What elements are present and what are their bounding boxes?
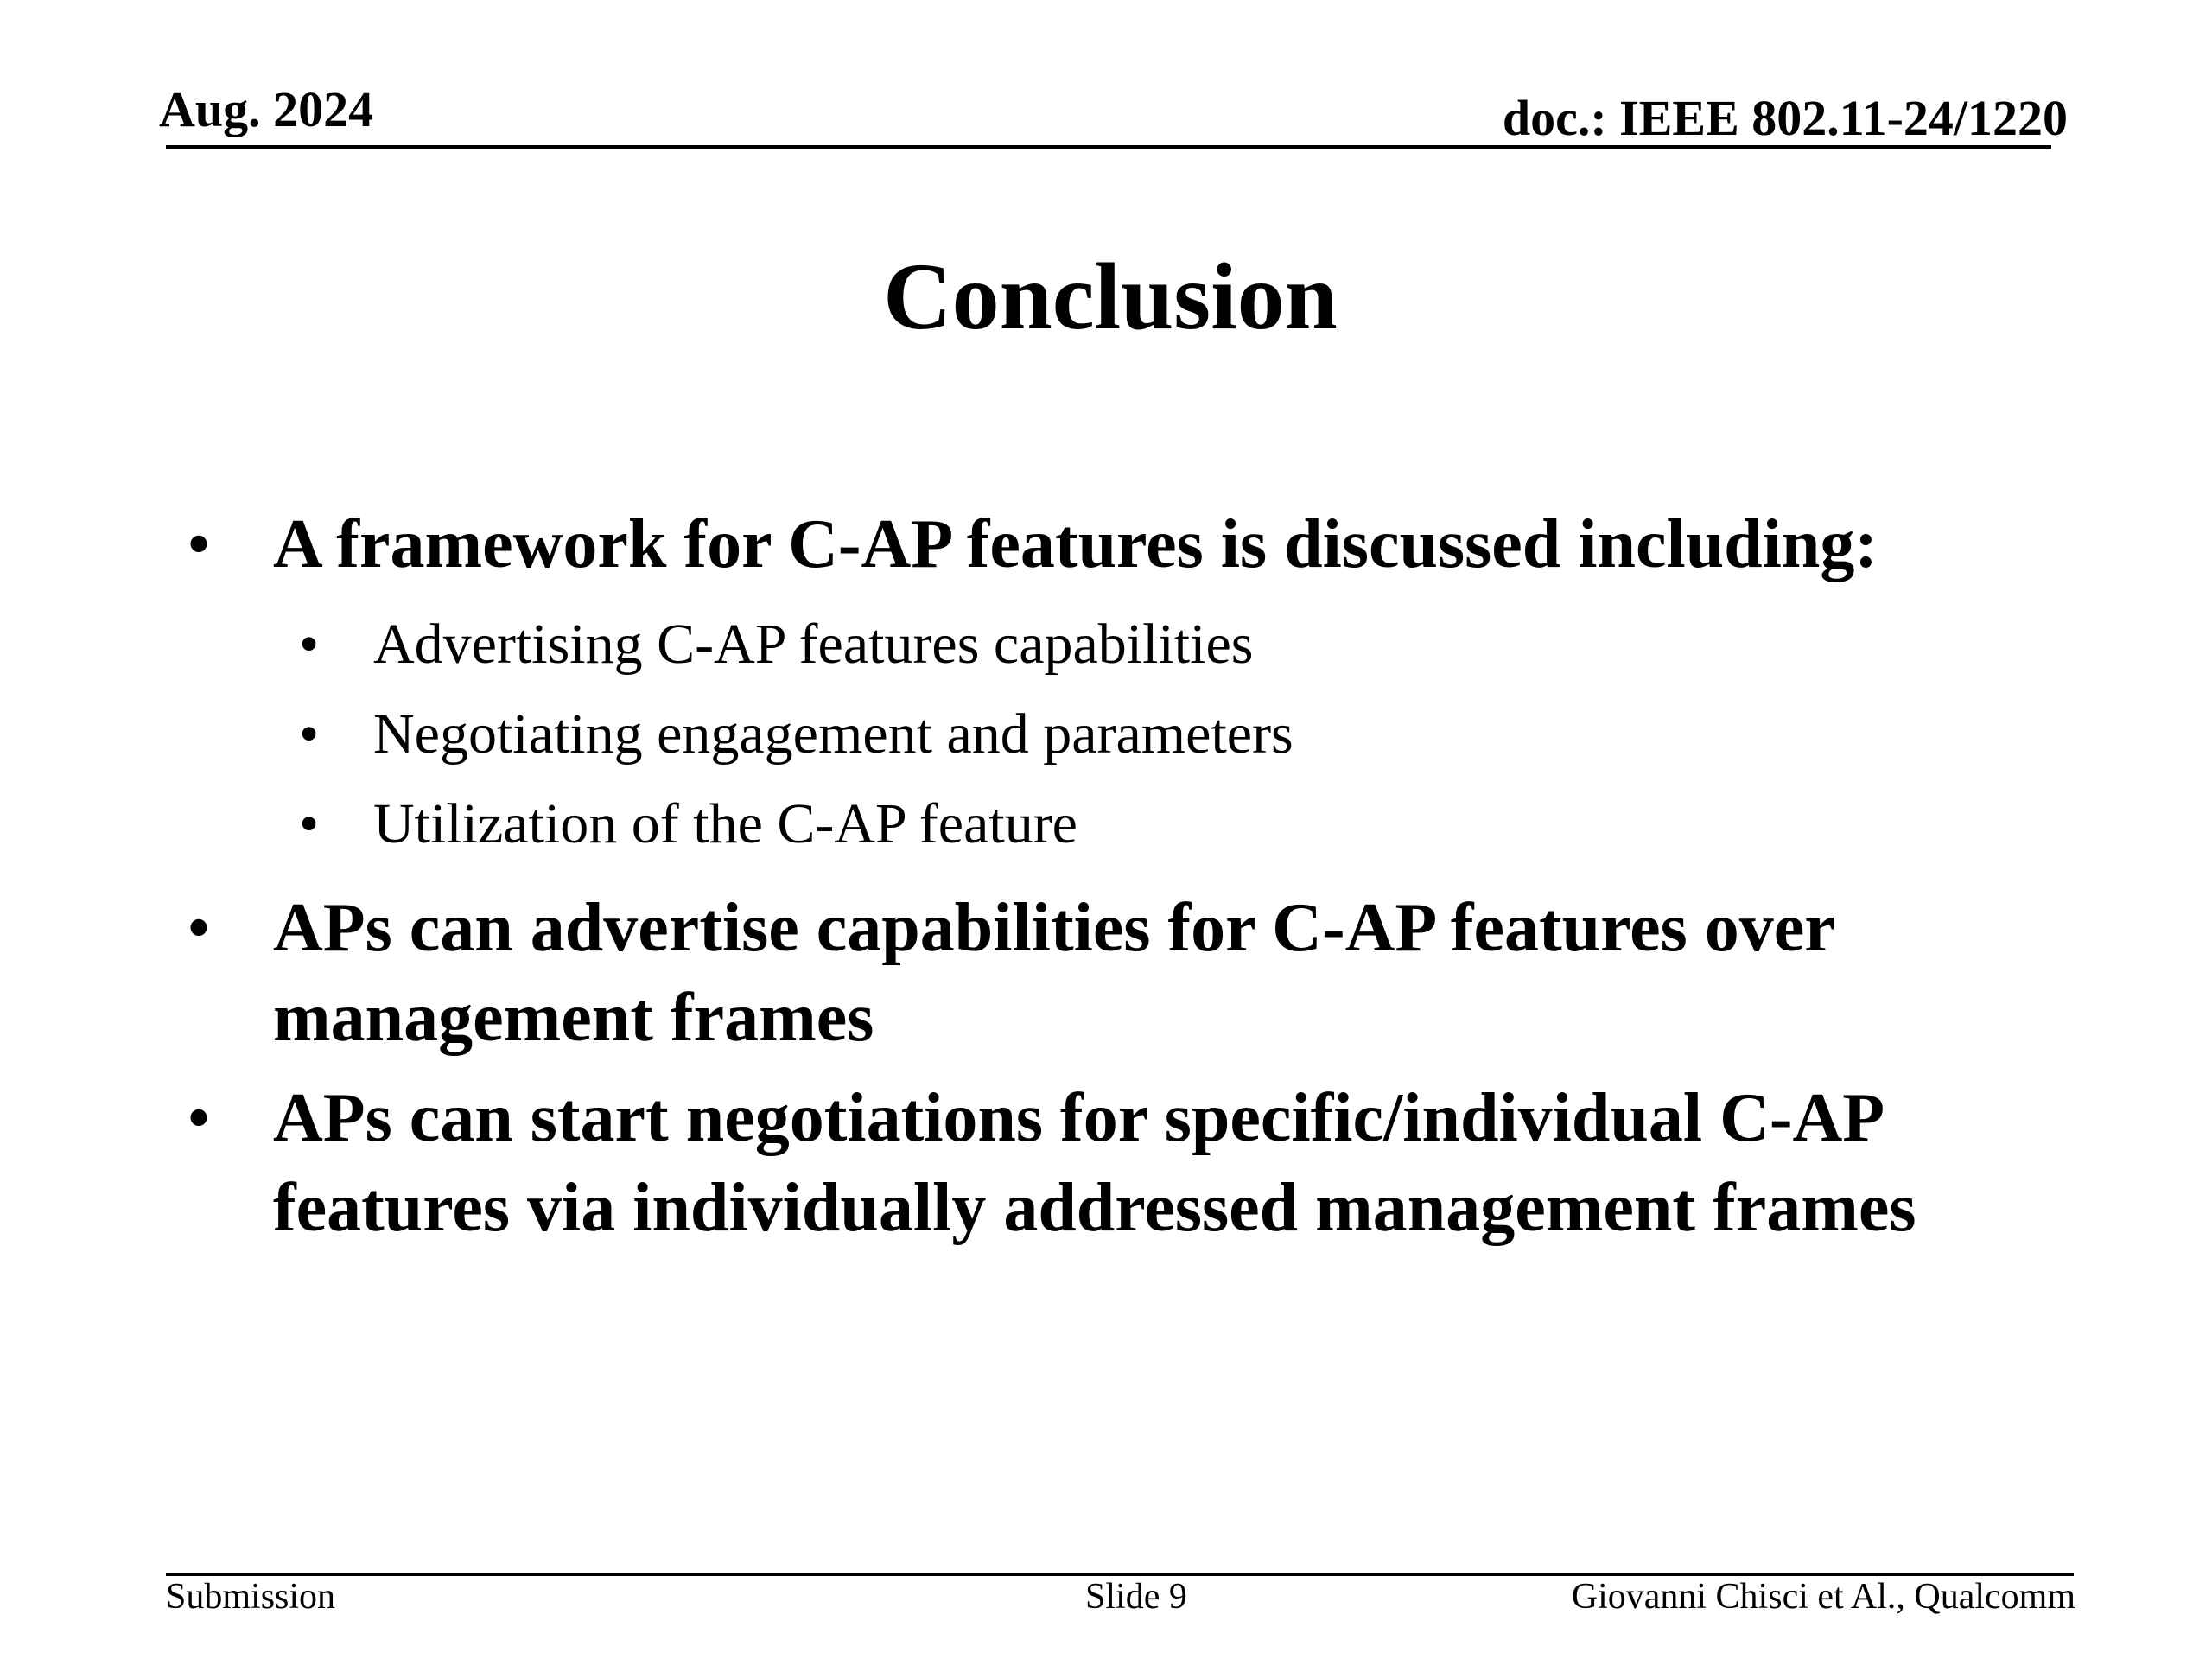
footer-slide-number: Slide 9 (1085, 1577, 1187, 1617)
bullet-text: APs can start negotiations for specific/individual C-AP features via individually addressed management frames (273, 1080, 1916, 1246)
bullet-text: A framework for C-AP features is discussed including: (273, 506, 1878, 582)
header-divider (166, 145, 2051, 149)
bullet-icon: • (187, 1080, 212, 1156)
slide-title: Conclusion (883, 244, 1338, 349)
bullet-list (181, 499, 2108, 1263)
bullet-icon: • (187, 890, 212, 966)
bullet-item-negotiations (181, 1073, 2108, 1253)
sub-bullet-text: Negotiating engagement and parameters (373, 702, 1294, 766)
sub-bullet-icon: • (299, 792, 320, 855)
sub-bullet-group (181, 600, 2108, 869)
sub-bullet-list (181, 600, 2108, 869)
sub-bullet-icon: • (299, 613, 320, 676)
header-doc-id: doc.: IEEE 802.11-24/1220 (1502, 90, 2068, 146)
footer-authors: Giovanni Chisci et Al., Qualcomm (1571, 1577, 2075, 1617)
header-date: Aug. 2024 (159, 81, 374, 137)
sub-bullet-item (181, 600, 2108, 690)
sub-bullet-text: Advertising C-AP features capabilities (373, 613, 1254, 676)
sub-bullet-text: Utilization of the C-AP feature (373, 792, 1077, 855)
sub-bullet-item (181, 690, 2108, 779)
footer-submission: Submission (166, 1577, 336, 1617)
bullet-icon: • (187, 506, 212, 582)
bullet-text: APs can advertise capabilities for C-AP features over management frames (273, 890, 1834, 1056)
bullet-item-advertise (181, 883, 2108, 1063)
sub-bullet-item (181, 779, 2108, 869)
bullet-item-framework (181, 499, 2108, 589)
sub-bullet-icon: • (299, 702, 320, 766)
